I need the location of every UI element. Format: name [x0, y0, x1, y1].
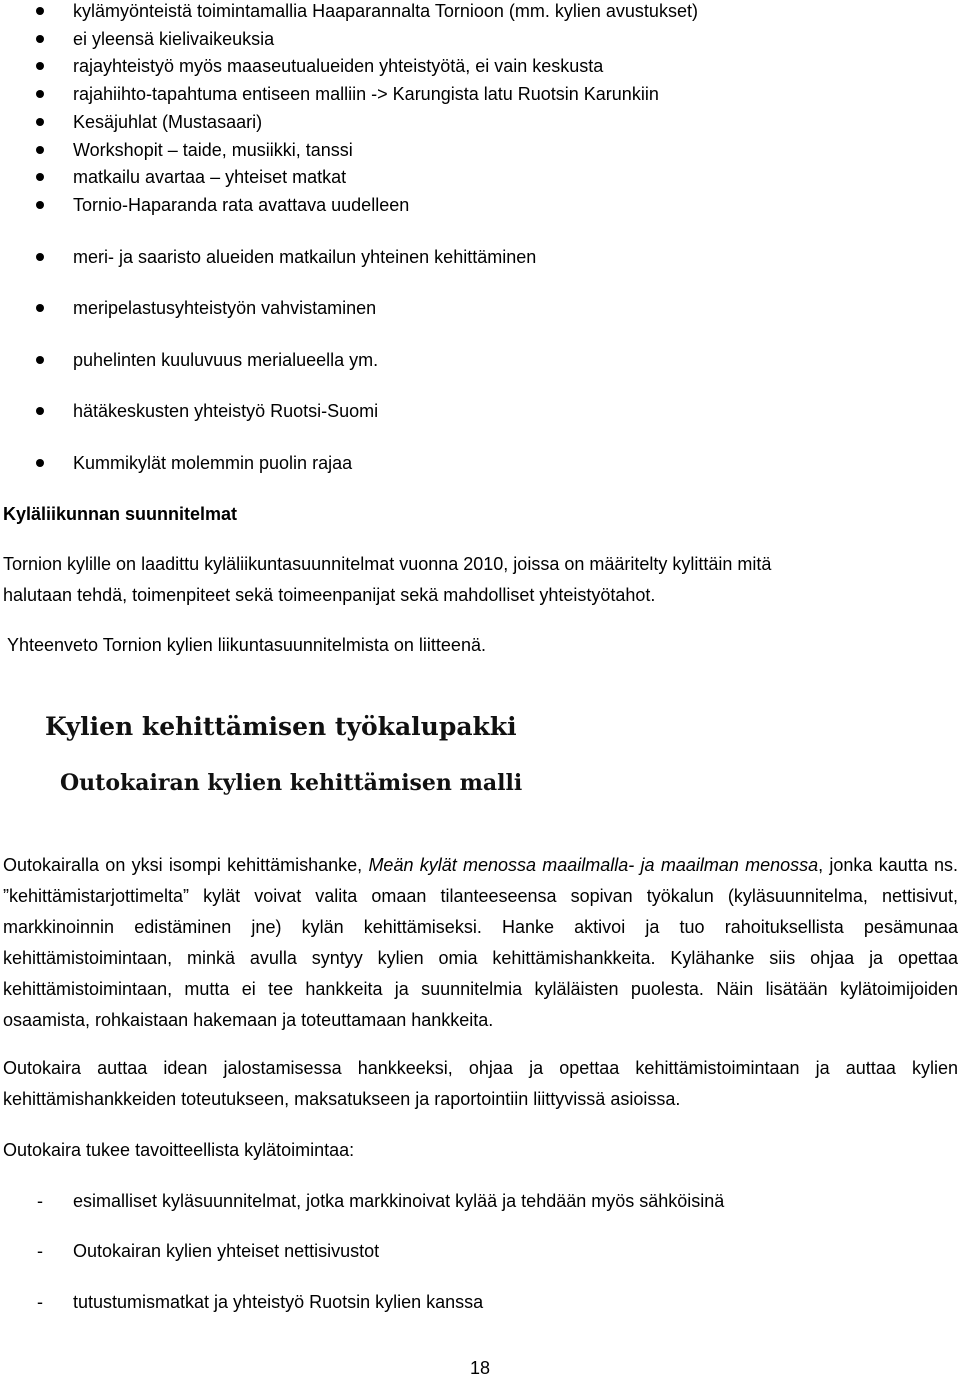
- section-heading: Kyläliikunnan suunnitelmat: [3, 504, 238, 524]
- bullet-icon: [36, 356, 44, 364]
- bullet-icon: [36, 201, 44, 209]
- paragraph-summary: Yhteenveto Tornion kylien liikuntasuunnitelmista on liitteenä.: [7, 635, 486, 655]
- dash-list-item: - tutustumismatkat ja yhteistyö Ruotsin kylien kanssa: [0, 1287, 960, 1317]
- bullet-icon: [36, 304, 44, 312]
- bullet-icon: [36, 173, 44, 181]
- bullet-icon: [36, 459, 44, 467]
- bullet-icon: [36, 146, 44, 154]
- paragraph-outokaira-support: Outokaira tukee tavoitteellista kylätoimintaa:: [3, 1140, 355, 1160]
- paragraph-line: Tornion kylille on laadittu kyläliikuntasuunnitelmat vuonna 2010, joissa on määritelty kylittäin mitä: [3, 554, 772, 574]
- bullet-item: matkailu avartaa – yhteiset matkat: [0, 163, 960, 191]
- bullet-item: hätäkeskusten yhteistyö Ruotsi-Suomi: [0, 397, 960, 425]
- bullet-item: Workshopit – taide, musiikki, tanssi: [0, 136, 960, 164]
- bullet-icon: [36, 35, 44, 43]
- paragraph-outokaira-project: [3, 850, 958, 1036]
- bullet-item: rajahiihto-tapahtuma entiseen malliin -> Karungista latu Ruotsin Karunkiin: [0, 80, 960, 108]
- page-title: Kylien kehittämisen työkalupakki: [45, 712, 517, 741]
- paragraph-text: Outokairalla on yksi isompi kehittämishanke,: [3, 855, 369, 875]
- bullet-item: puhelinten kuuluvuus merialueella ym.: [0, 346, 960, 374]
- bullet-item: kylämyönteistä toimintamallia Haaparannalta Tornioon (mm. kylien avustukset): [0, 0, 960, 25]
- bullet-item: Kummikylät molemmin puolin rajaa: [0, 449, 960, 477]
- paragraph-text: , jonka kautta ns. ”kehittämistarjottimelta” kylät voivat valita omaan tilanteeseensa sopivan työkalun (kyläsuunnitelma, nettisivut, markkinoinnin edistäminen jne) kylän kehittämiseksi. Hanke aktivoi ja tuo rahoituksellista pesämunaa kehittämistoimintaan, minkä avulla syntyy kylien omia kehittämishankkeita. Kylähanke siis ohjaa ja opettaa kehittämistoimintaan, mutta ei tee hankkeita ja suunnitelmia kyläläisten puolesta. Näin lisätään kylätoimijoiden osaamista, rohkaistaan hakemaan ja toteuttamaan hankkeita.: [3, 855, 959, 1030]
- dash-icon: -: [37, 1292, 43, 1312]
- bullet-icon: [36, 90, 44, 98]
- page-subtitle: Outokairan kylien kehittämisen malli: [60, 770, 523, 796]
- page-number: 18: [469, 1358, 491, 1378]
- dash-icon: -: [37, 1241, 43, 1261]
- bullet-icon: [36, 7, 44, 15]
- bullet-item: rajayhteistyö myös maaseutualueiden yhteistyötä, ei vain keskusta: [0, 52, 960, 80]
- bullet-icon: [36, 118, 44, 126]
- paragraph-line: halutaan tehdä, toimenpiteet sekä toimeenpanijat sekä mahdolliset yhteistyötahot.: [3, 585, 656, 605]
- bullet-icon: [36, 253, 44, 261]
- dash-list-item: - esimalliset kyläsuunnitelmat, jotka markkinoivat kylää ja tehdään myös sähköisinä: [0, 1186, 960, 1216]
- paragraph-outokaira-help: Outokaira auttaa idean jalostamisessa hankkeeksi, ohjaa ja opettaa kehittämistoimintaan ja auttaa kylien kehittämishankkeiden toteutukseen, maksatukseen ja raportointiin liittyvissä asioissa.: [3, 1058, 958, 1109]
- bullet-item: ei yleensä kielivaikeuksia: [0, 25, 960, 53]
- bullet-item: meripelastusyhteistyön vahvistaminen: [0, 294, 960, 322]
- dash-list-item: - Outokairan kylien yhteiset nettisivustot: [0, 1236, 960, 1266]
- bullet-item: Tornio-Haparanda rata avattava uudelleen: [0, 191, 960, 219]
- bullet-icon: [36, 407, 44, 415]
- bullet-item: meri- ja saaristo alueiden matkailun yhteinen kehittäminen: [0, 243, 960, 271]
- bullet-icon: [36, 62, 44, 70]
- bullet-item: Kesäjuhlat (Mustasaari): [0, 108, 960, 136]
- project-name: Meän kylät menossa maailmalla- ja maailman menossa: [368, 855, 819, 875]
- paragraph-village-sports-plans: [3, 549, 958, 611]
- dash-icon: -: [37, 1191, 43, 1211]
